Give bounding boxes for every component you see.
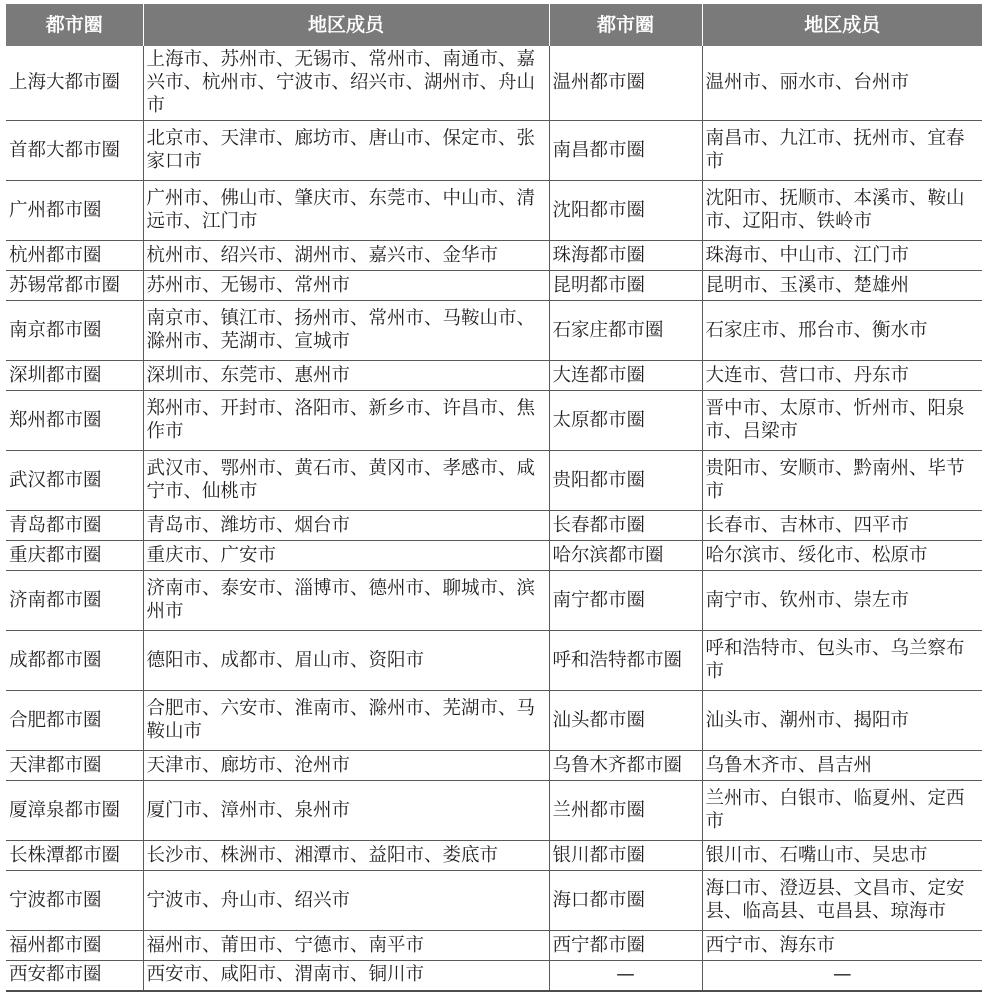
cell-members-left: 上海市、苏州市、无锡市、常州市、南通市、嘉兴市、杭州市、宁波市、绍兴市、湖州市、舟山市 (143, 46, 549, 121)
cell-members-left: 深圳市、东莞市、惠州市 (143, 361, 549, 391)
table-row (6, 451, 982, 511)
cell-metro-area-left: 成都都市圈 (6, 631, 143, 691)
cell-metro-area-right: 南宁都市圈 (549, 571, 702, 631)
table-header (6, 4, 982, 46)
cell-metro-area-left: 武汉都市圈 (6, 451, 143, 511)
cell-members-right: 南昌市、九江市、抚州市、宜春市 (702, 121, 982, 181)
cell-metro-area-right: 呼和浩特都市圈 (549, 631, 702, 691)
header-members-left: 地区成员 (143, 4, 549, 46)
cell-metro-area-right: 银川都市圈 (549, 841, 702, 871)
cell-metro-area-right: 汕头都市圈 (549, 691, 702, 751)
cell-members-left: 宁波市、舟山市、绍兴市 (143, 871, 549, 931)
cell-metro-area-left: 杭州都市圈 (6, 241, 143, 271)
cell-metro-area-left: 天津都市圈 (6, 751, 143, 781)
cell-metro-area-right: 沈阳都市圈 (549, 181, 702, 241)
table-row (6, 871, 982, 931)
cell-metro-area-right: 温州都市圈 (549, 46, 702, 121)
cell-members-left: 杭州市、绍兴市、湖州市、嘉兴市、金华市 (143, 241, 549, 271)
table-wrapper (6, 4, 982, 997)
cell-metro-area-right: 珠海都市圈 (549, 241, 702, 271)
cell-members-right: 汕头市、潮州市、揭阳市 (702, 691, 982, 751)
cell-members-right: 乌鲁木齐市、昌吉州 (702, 751, 982, 781)
cell-metro-area-right: — (549, 961, 702, 991)
table-row (6, 631, 982, 691)
cell-metro-area-left: 福州都市圈 (6, 931, 143, 961)
cell-members-right: 晋中市、太原市、忻州市、阳泉市、吕梁市 (702, 391, 982, 451)
cell-members-left: 广州市、佛山市、肇庆市、东莞市、中山市、清远市、江门市 (143, 181, 549, 241)
cell-members-left: 德阳市、成都市、眉山市、资阳市 (143, 631, 549, 691)
cell-metro-area-right: 大连都市圈 (549, 361, 702, 391)
table-row (6, 841, 982, 871)
cell-members-right: 大连市、营口市、丹东市 (702, 361, 982, 391)
cell-metro-area-right: 贵阳都市圈 (549, 451, 702, 511)
cell-metro-area-right: 南昌都市圈 (549, 121, 702, 181)
cell-members-left: 西安市、咸阳市、渭南市、铜川市 (143, 961, 549, 991)
header-members-right: 地区成员 (702, 4, 982, 46)
cell-metro-area-left: 西安都市圈 (6, 961, 143, 991)
table-row (6, 361, 982, 391)
cell-metro-area-left: 合肥都市圈 (6, 691, 143, 751)
table-row (6, 931, 982, 961)
cell-metro-area-left: 上海大都市圈 (9, 72, 121, 93)
table-body (6, 46, 982, 991)
cell-members-right: 南宁市、钦州市、崇左市 (702, 571, 982, 631)
cell-members-right: 昆明市、玉溪市、楚雄州 (702, 271, 982, 301)
cell-members-right: 沈阳市、抚顺市、本溪市、鞍山市、辽阳市、铁岭市 (702, 181, 982, 241)
cell-members-right: 呼和浩特市、包头市、乌兰察布市 (702, 631, 982, 691)
table-row (6, 961, 982, 991)
cell-members-right: 兰州市、白银市、临夏州、定西市 (702, 781, 982, 841)
metro-area-table (6, 4, 982, 992)
cell-metro-area-right: 海口都市圈 (549, 871, 702, 931)
cell-members-left: 苏州市、无锡市、常州市 (143, 271, 549, 301)
cell-members-left: 南京市、镇江市、扬州市、常州市、马鞍山市、滁州市、芜湖市、宣城市 (143, 301, 549, 361)
cell-members-right: 西宁市、海东市 (702, 931, 982, 961)
table-row (6, 511, 982, 541)
table-row (6, 121, 982, 181)
cell-members-left: 长沙市、株洲市、湘潭市、益阳市、娄底市 (143, 841, 549, 871)
table-row (6, 46, 982, 121)
header-metro-area-left: 都市圈 (6, 4, 143, 46)
cell-metro-area-right: 西宁都市圈 (549, 931, 702, 961)
cell-members-right: 贵阳市、安顺市、黔南州、毕节市 (702, 451, 982, 511)
cell-metro-area-left: 郑州都市圈 (6, 391, 143, 451)
cell-metro-area-left: 济南都市圈 (6, 571, 143, 631)
cell-members-left: 青岛市、潍坊市、烟台市 (143, 511, 549, 541)
cell-metro-area-left: 首都大都市圈 (6, 121, 143, 181)
cell-members-left: 福州市、莆田市、宁德市、南平市 (143, 931, 549, 961)
cell-members-left: 郑州市、开封市、洛阳市、新乡市、许昌市、焦作市 (143, 391, 549, 451)
header-metro-area-right: 都市圈 (549, 4, 702, 46)
cell-metro-area-left: 宁波都市圈 (6, 871, 143, 931)
cell-metro-area-left: 南京都市圈 (6, 301, 143, 361)
cell-members-right: 温州市、丽水市、台州市 (702, 46, 982, 121)
table-row (6, 271, 982, 301)
cell-metro-area-left: 厦漳泉都市圈 (6, 781, 143, 841)
cell-members-left: 天津市、廊坊市、沧州市 (143, 751, 549, 781)
cell-members-left: 合肥市、六安市、淮南市、滁州市、芜湖市、马鞍山市 (143, 691, 549, 751)
cell-metro-area-left: 青岛都市圈 (6, 511, 143, 541)
table-row (6, 541, 982, 571)
cell-members-right: 哈尔滨市、绥化市、松原市 (702, 541, 982, 571)
table-row (6, 691, 982, 751)
cell-members-left: 武汉市、鄂州市、黄石市、黄冈市、孝感市、咸宁市、仙桃市 (143, 451, 549, 511)
cell-metro-area-right: 石家庄都市圈 (549, 301, 702, 361)
cell-metro-area-right: 乌鲁木齐都市圈 (549, 751, 702, 781)
cell-members-right: 石家庄市、邢台市、衡水市 (702, 301, 982, 361)
cell-members-left: 北京市、天津市、廊坊市、唐山市、保定市、张家口市 (143, 121, 549, 181)
cell-members-right: 长春市、吉林市、四平市 (702, 511, 982, 541)
header-row (6, 4, 982, 46)
cell-members-right: 银川市、石嘴山市、吴忠市 (702, 841, 982, 871)
cell-metro-area-right: 长春都市圈 (549, 511, 702, 541)
cell-members-right: — (702, 961, 982, 991)
table-row (6, 181, 982, 241)
cell-metro-area-right: 哈尔滨都市圈 (549, 541, 702, 571)
table-row (6, 241, 982, 271)
cell-metro-area-right: 昆明都市圈 (549, 271, 702, 301)
table-row (6, 571, 982, 631)
table-row (6, 391, 982, 451)
cell-members-left: 厦门市、漳州市、泉州市 (143, 781, 549, 841)
cell-metro-area-right: 太原都市圈 (549, 391, 702, 451)
cell-metro-area-left: 重庆都市圈 (6, 541, 143, 571)
cell-members-right: 珠海市、中山市、江门市 (702, 241, 982, 271)
table-row (6, 781, 982, 841)
cell-members-left: 重庆市、广安市 (143, 541, 549, 571)
cell-metro-area-left: 深圳都市圈 (6, 361, 143, 391)
cell-metro-area-right: 兰州都市圈 (549, 781, 702, 841)
cell-members-left: 济南市、泰安市、淄博市、德州市、聊城市、滨州市 (143, 571, 549, 631)
table-row (6, 751, 982, 781)
cell-metro-area-left: 广州都市圈 (6, 181, 143, 241)
table-row (6, 301, 982, 361)
cell-members-right: 海口市、澄迈县、文昌市、定安县、临高县、屯昌县、琼海市 (702, 871, 982, 931)
cell-metro-area-left: 长株潭都市圈 (6, 841, 143, 871)
cell-metro-area-left: 苏锡常都市圈 (6, 271, 143, 301)
